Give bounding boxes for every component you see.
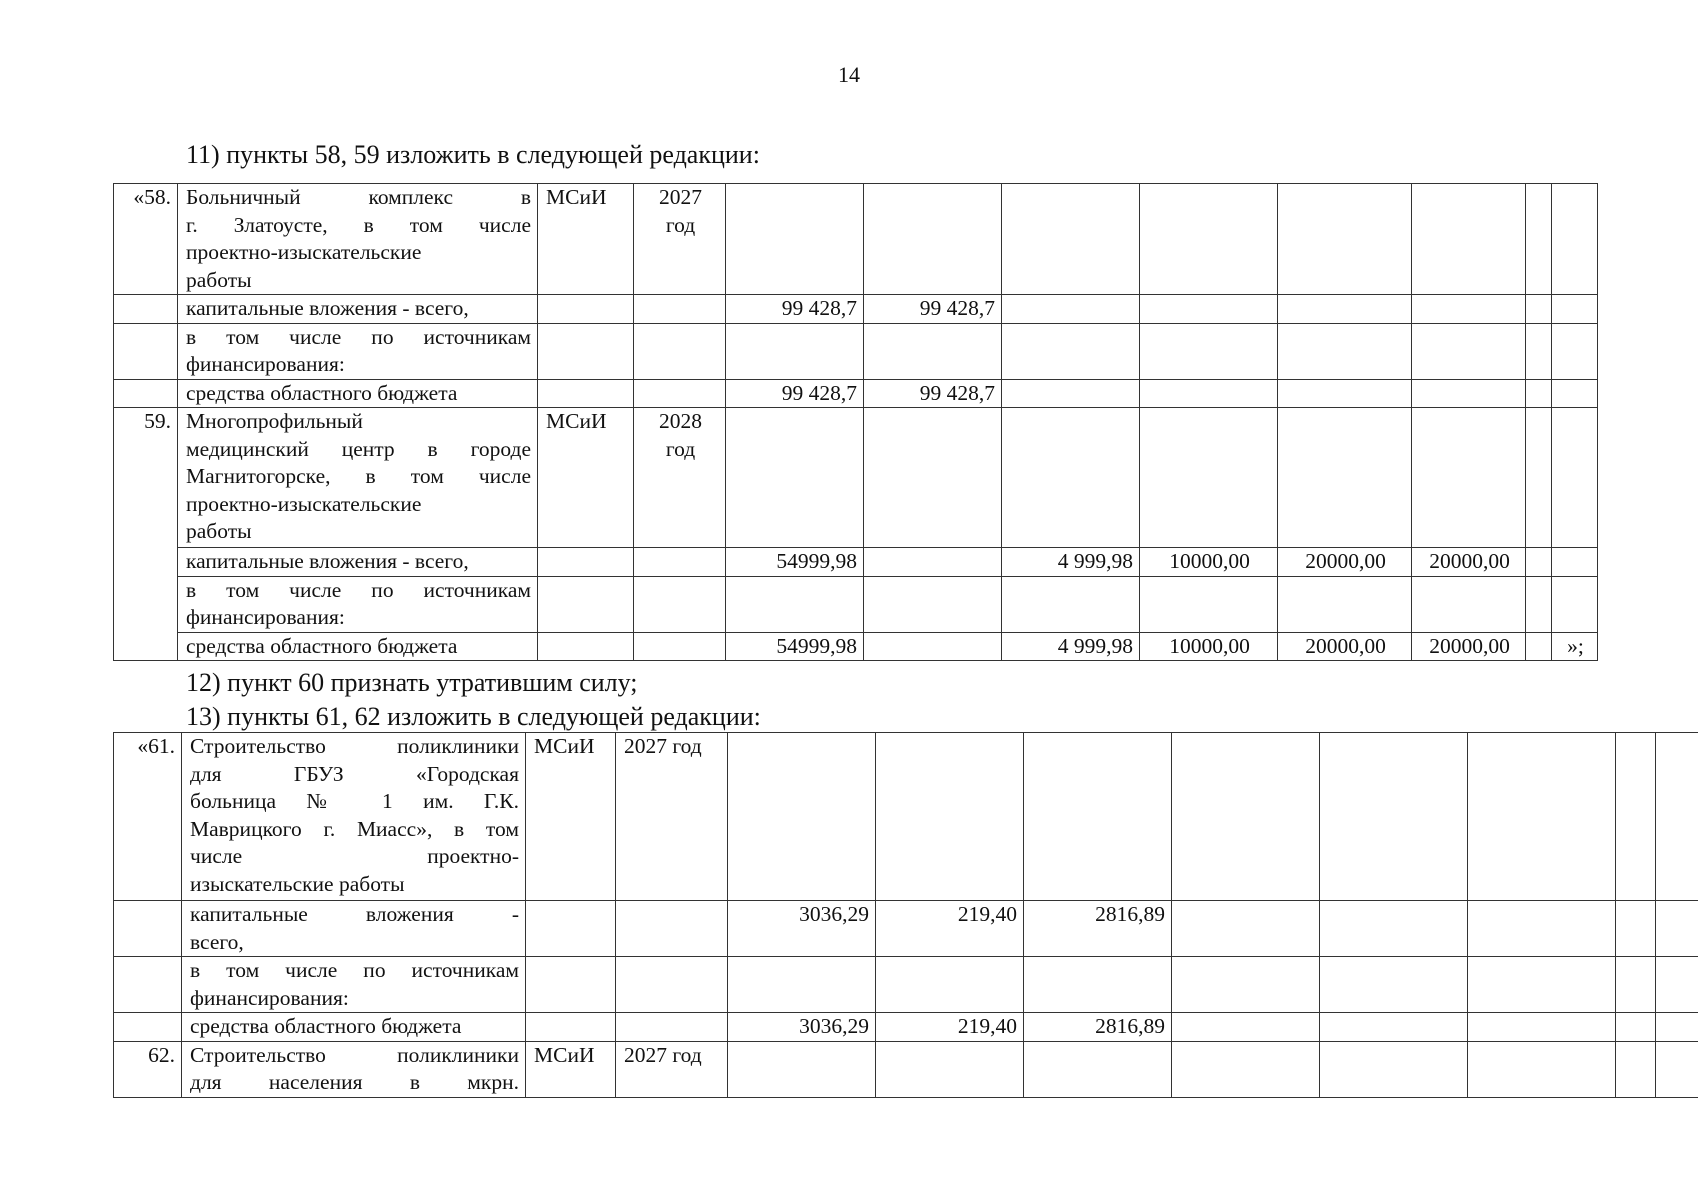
cell-value — [1552, 379, 1598, 408]
cell-value — [1140, 379, 1278, 408]
sources-label-58: в том числе по источникам финансирования: — [178, 323, 538, 379]
page-number: 14 — [838, 62, 860, 87]
cell-value — [1552, 548, 1598, 577]
cell-value — [1468, 901, 1616, 957]
table-items-58-59 — [113, 183, 1598, 661]
table-row-62-title — [114, 1041, 1698, 1097]
cell-value: 2816,89 — [1024, 1013, 1172, 1042]
cell-value: 99 428,7 — [864, 295, 1002, 324]
table-row-61-regional — [114, 1013, 1698, 1042]
table-items-61-62 — [113, 732, 1698, 1098]
table-row-58-sources — [114, 323, 1598, 379]
cell-value — [1552, 295, 1598, 324]
cell-value — [1172, 1013, 1320, 1042]
cell-value — [1616, 901, 1656, 957]
cell-value: 219,40 — [876, 901, 1024, 957]
cell-value — [1656, 1013, 1698, 1042]
table-row-61-title — [114, 733, 1698, 901]
instruction-item-12: 12) пункт 60 признать утратившим силу; — [186, 668, 638, 697]
capital-label-59: капитальные вложения - всего, — [178, 548, 538, 577]
cell-value — [1526, 548, 1552, 577]
table-row-59-title — [114, 408, 1598, 548]
cell-value — [1278, 379, 1412, 408]
cell-value — [1002, 295, 1140, 324]
cell-value — [1412, 379, 1526, 408]
cell-value: 2816,89 — [1024, 901, 1172, 957]
cell-value — [1002, 379, 1140, 408]
year-62: 2027 год — [616, 1041, 728, 1097]
cell-value: 20000,00 — [1412, 632, 1526, 661]
instruction-item-11: 11) пункты 58, 59 изложить в следующей редакции: — [186, 140, 760, 169]
sources-label-61: в том числе по источникам финансирования: — [182, 957, 526, 1013]
cell-value — [1412, 295, 1526, 324]
cell-value — [864, 548, 1002, 577]
table-row-61-sources — [114, 957, 1698, 1013]
cell-value: 20000,00 — [1278, 548, 1412, 577]
cell-value: 99 428,7 — [726, 379, 864, 408]
item-title-58: Больничный комплекс в г. Златоусте, в том числе проектно-изыскательские работы — [178, 184, 538, 295]
cell-value — [1320, 901, 1468, 957]
sources-label-59: в том числе по источникам финансирования: — [178, 576, 538, 632]
cell-value: 219,40 — [876, 1013, 1024, 1042]
item-title-59: Многопрофильный медицинский центр в городе Магнитогорске, в том числе проектно-изыскательские работы — [178, 408, 538, 548]
table-row-59-sources — [114, 576, 1598, 632]
agency-61: МСиИ — [526, 733, 616, 901]
cell-value: 20000,00 — [1278, 632, 1412, 661]
regional-label-58: средства областного бюджета — [178, 379, 538, 408]
table-row-61-capital — [114, 901, 1698, 957]
cell-value: 20000,00 — [1412, 548, 1526, 577]
agency-59: МСиИ — [538, 408, 634, 548]
table-row-58-title — [114, 184, 1598, 295]
item-number-58: «58. — [114, 184, 178, 295]
table-row-58-regional — [114, 379, 1598, 408]
year-61: 2027 год — [616, 733, 728, 901]
table-row-58-capital — [114, 295, 1598, 324]
item-title-62: Строительство поликлиники для населения в мкрн. — [182, 1041, 526, 1097]
cell-value — [864, 632, 1002, 661]
year-58: 2027 год — [634, 184, 726, 295]
cell-value — [1656, 901, 1698, 957]
cell-value: 10000,00 — [1140, 632, 1278, 661]
cell-value — [1468, 1013, 1616, 1042]
cell-value: 3036,29 — [728, 901, 876, 957]
cell-value: 99 428,7 — [726, 295, 864, 324]
closing-quote: »; — [1552, 632, 1598, 661]
cell-value — [1526, 632, 1552, 661]
table-row-59-capital — [114, 548, 1598, 577]
agency-58: МСиИ — [538, 184, 634, 295]
capital-label-58: капитальные вложения - всего, — [178, 295, 538, 324]
cell-value — [1616, 1013, 1656, 1042]
item-number-61: «61. — [114, 733, 182, 901]
regional-label-59: средства областного бюджета — [178, 632, 538, 661]
agency-62: МСиИ — [526, 1041, 616, 1097]
cell-value — [1278, 295, 1412, 324]
cell-value — [1172, 901, 1320, 957]
cell-value: 54999,98 — [726, 632, 864, 661]
cell-value — [1526, 295, 1552, 324]
capital-label-61: капитальные вложения - всего, — [182, 901, 526, 957]
cell-value: 10000,00 — [1140, 548, 1278, 577]
cell-value: 4 999,98 — [1002, 548, 1140, 577]
cell-value — [1526, 379, 1552, 408]
cell-value: 3036,29 — [728, 1013, 876, 1042]
item-number-59: 59. — [114, 408, 178, 661]
item-title-61: Строительство поликлиники для ГБУЗ «Городская больница № 1 им. Г.К. Маврицкого г. Миасс», в том числе проектно- изыскательские работы — [182, 733, 526, 901]
item-number-62: 62. — [114, 1041, 182, 1097]
cell-value — [1140, 295, 1278, 324]
instruction-item-13: 13) пункты 61, 62 изложить в следующей редакции: — [186, 702, 761, 731]
cell-value — [1320, 1013, 1468, 1042]
cell-value: 4 999,98 — [1002, 632, 1140, 661]
cell-value: 54999,98 — [726, 548, 864, 577]
year-59: 2028 год — [634, 408, 726, 548]
table-row-59-regional — [114, 632, 1598, 661]
cell-value: 99 428,7 — [864, 379, 1002, 408]
regional-label-61: средства областного бюджета — [182, 1013, 526, 1042]
